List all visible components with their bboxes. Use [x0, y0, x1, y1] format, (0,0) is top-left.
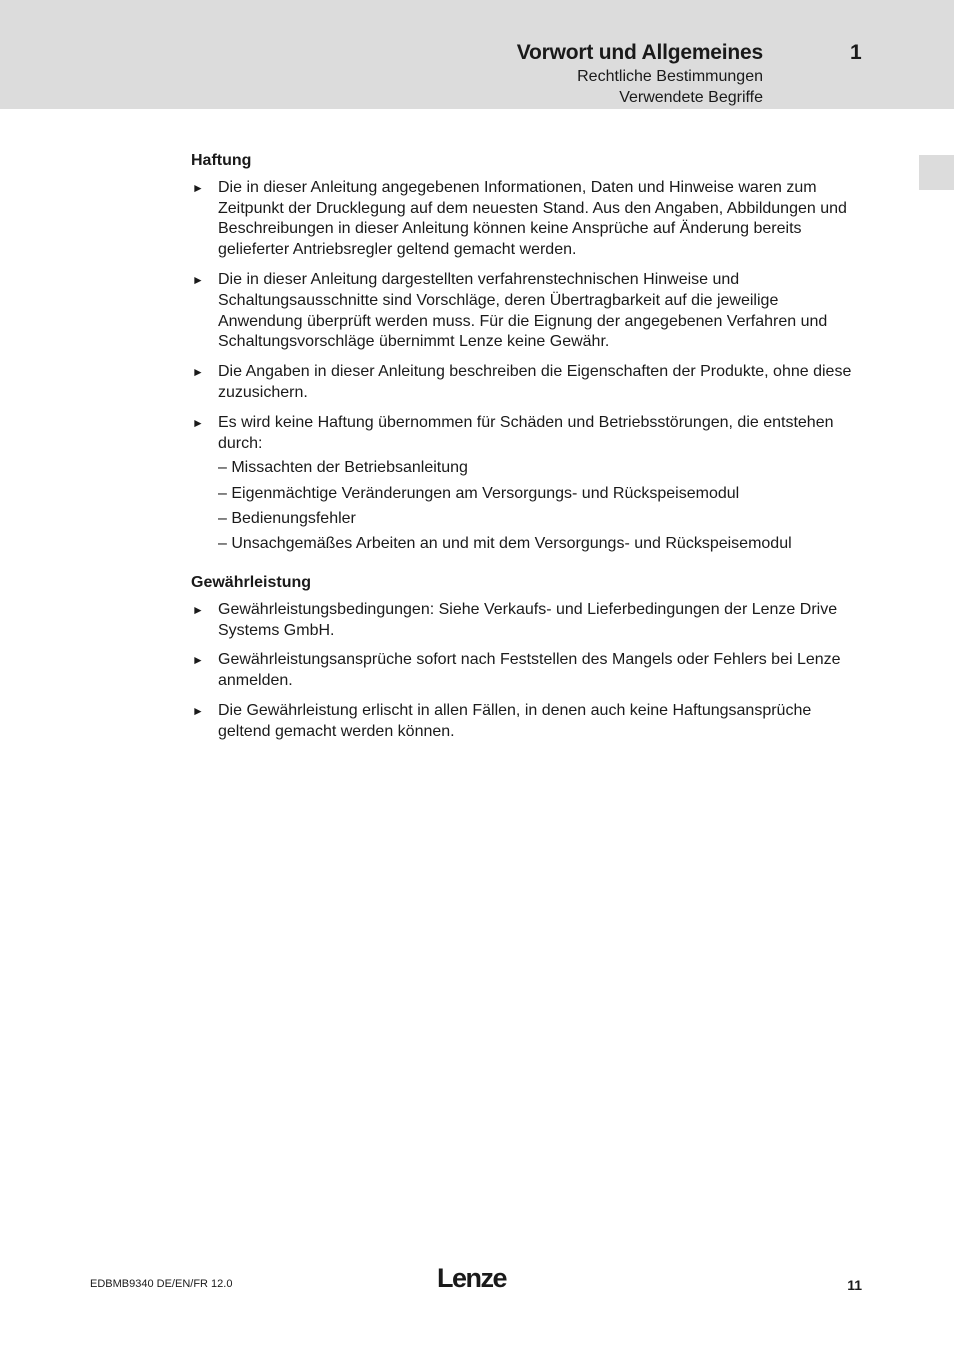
chapter-title: Vorwort und Allgemeines [516, 41, 763, 64]
chapter-tab-marker [919, 155, 954, 190]
triangle-bullet-icon: ► [192, 653, 204, 668]
haftung-sublist [218, 458, 861, 555]
sub-list-item: – Unsachgemäßes Arbeiten an und mit dem Versorgungs- und Rückspeisemodul [218, 535, 792, 553]
list-item-text: Die Angaben in dieser Anleitung beschreiben die Eigenschaften der Produkte, ohne diese zuzusichern. [218, 363, 852, 401]
triangle-bullet-icon: ► [192, 415, 204, 430]
list-item-text: Gewährleistungsansprüche sofort nach Feststellen des Mangels oder Fehlers bei Lenze anmelden. [218, 651, 841, 690]
list-item-text: Gewährleistungsbedingungen: Siehe Verkaufs- und Lieferbedingungen der Lenze Drive Systems GmbH. [218, 600, 838, 639]
list-item-text: Es wird keine Haftung übernommen für Schäden und Betriebsstörungen, die entstehen durch: [218, 413, 834, 452]
list-item-text: Die in dieser Anleitung dargestellten verfahrenstechnischen Hinweise und Schaltungsausschnitte sind Vorschläge, deren Übertragbarkeit auf die jeweilige Anwendung überprüft werden muss. Für die Eignung der angegebenen Verfahren und Schaltungsvorschläge übernimmt Lenze keine Gewähr. [218, 270, 828, 351]
list-item [191, 650, 861, 692]
document-code: EDBMB9340 DE/EN/FR 12.0 [90, 1278, 233, 1290]
haftung-list [191, 178, 861, 555]
section-title-haftung: Haftung [191, 152, 252, 169]
list-item [191, 600, 861, 642]
triangle-bullet-icon: ► [192, 704, 204, 719]
list-item [191, 413, 861, 555]
header-subtitle-2: Verwendete Begriffe [619, 89, 763, 106]
triangle-bullet-icon: ► [192, 180, 204, 195]
list-item [191, 362, 861, 404]
header-subtitle-1: Rechtliche Bestimmungen [577, 68, 763, 85]
section-title-gewaehrleistung: Gewährleistung [191, 574, 312, 592]
chapter-number: 1 [850, 41, 862, 64]
triangle-bullet-icon: ► [192, 272, 204, 287]
gewaehrleistung-list [191, 600, 861, 743]
triangle-bullet-icon: ► [192, 365, 204, 380]
list-item [191, 178, 861, 261]
list-item-text: Die in dieser Anleitung angegebenen Informationen, Daten und Hinweise waren zum Zeitpunkt der Drucklegung auf dem neuesten Stand. Aus den Angaben, Abbildungen und Beschreibungen in dieser Anleitung können keine Ansprüche auf Änderung bereits gelieferter Antriebsregler geltend gemacht werden. [218, 178, 847, 259]
sub-list-item: – Missachten der Betriebsanleitung [218, 459, 468, 477]
list-item [191, 270, 861, 353]
page-number: 11 [847, 1277, 862, 1293]
sub-list-item: – Eigenmächtige Veränderungen am Versorgungs- und Rückspeisemodul [218, 484, 740, 502]
page-content [191, 151, 861, 752]
list-item [191, 701, 861, 743]
triangle-bullet-icon: ► [192, 602, 204, 617]
header-band [0, 0, 954, 109]
list-item-text: Die Gewährleistung erlischt in allen Fällen, in denen auch keine Haftungsansprüche geltend gemacht werden können. [218, 702, 812, 740]
sub-list-item: – Bedienungsfehler [218, 509, 356, 527]
lenze-logo: Lenze [437, 1263, 507, 1293]
